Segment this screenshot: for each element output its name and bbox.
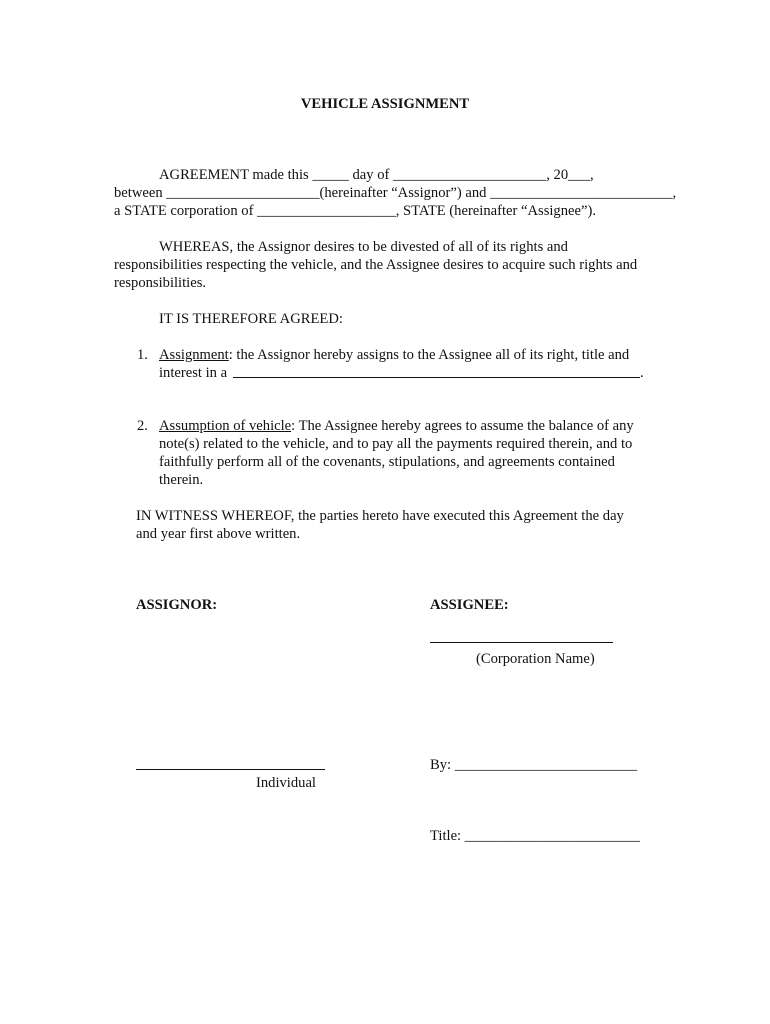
clause-heading: Assignment xyxy=(159,347,229,363)
whereas-line-3: responsibilities. xyxy=(114,275,207,291)
title-field: Title: ________________________ xyxy=(430,828,640,844)
clause-text: : The Assignee hereby agrees to assume the balance of any xyxy=(291,418,634,434)
therefore-agreed: IT IS THEREFORE AGREED: xyxy=(159,311,343,327)
corporation-name-caption: (Corporation Name) xyxy=(476,651,595,667)
clause-1-line-1 xyxy=(159,346,629,364)
clause-1-line-2: interest in a xyxy=(159,365,228,381)
clause-number: 2. xyxy=(137,418,148,434)
whereas-line-2: responsibilities respecting the vehicle, and the Assignee desires to acquire such rights and xyxy=(114,257,638,273)
agreement-line-3: a STATE corporation of ___________________, STATE (hereinafter “Assignee”). xyxy=(114,203,596,219)
clause-number: 1. xyxy=(137,347,148,363)
clause-2-line-1 xyxy=(159,417,634,435)
witness-line-2: and year first above written. xyxy=(136,526,301,542)
witness-line-1: IN WITNESS WHEREOF, the parties hereto have executed this Agreement the day xyxy=(136,508,624,524)
document-title: VEHICLE ASSIGNMENT xyxy=(300,96,470,112)
assignee-label: ASSIGNEE: xyxy=(430,597,509,613)
whereas-line-1: WHEREAS, the Assignor desires to be divested of all of its rights and xyxy=(159,239,568,255)
clause-1-period: . xyxy=(640,365,644,381)
assignor-label: ASSIGNOR: xyxy=(136,597,218,613)
blank-line xyxy=(233,377,640,378)
clause-text: : the Assignor hereby assigns to the Assignee all of its right, title and xyxy=(228,347,630,363)
clause-heading: Assumption of vehicle xyxy=(159,418,292,434)
corporation-signature-line xyxy=(430,642,613,643)
agreement-line-1: AGREEMENT made this _____ day of _____________________, 20___, xyxy=(159,167,594,183)
agreement-line-2: between _____________________(hereinafter “Assignor”) and _________________________, xyxy=(114,185,677,201)
clause-2-line-2: note(s) related to the vehicle, and to pay all the payments required therein, and to xyxy=(159,436,633,452)
individual-caption: Individual xyxy=(256,775,316,791)
clause-2-line-3: faithfully perform all of the covenants, stipulations, and agreements contained xyxy=(159,454,615,470)
clause-2-line-4: therein. xyxy=(159,472,204,488)
by-signature-field: By: _________________________ xyxy=(430,757,638,773)
individual-signature-line xyxy=(136,769,325,770)
